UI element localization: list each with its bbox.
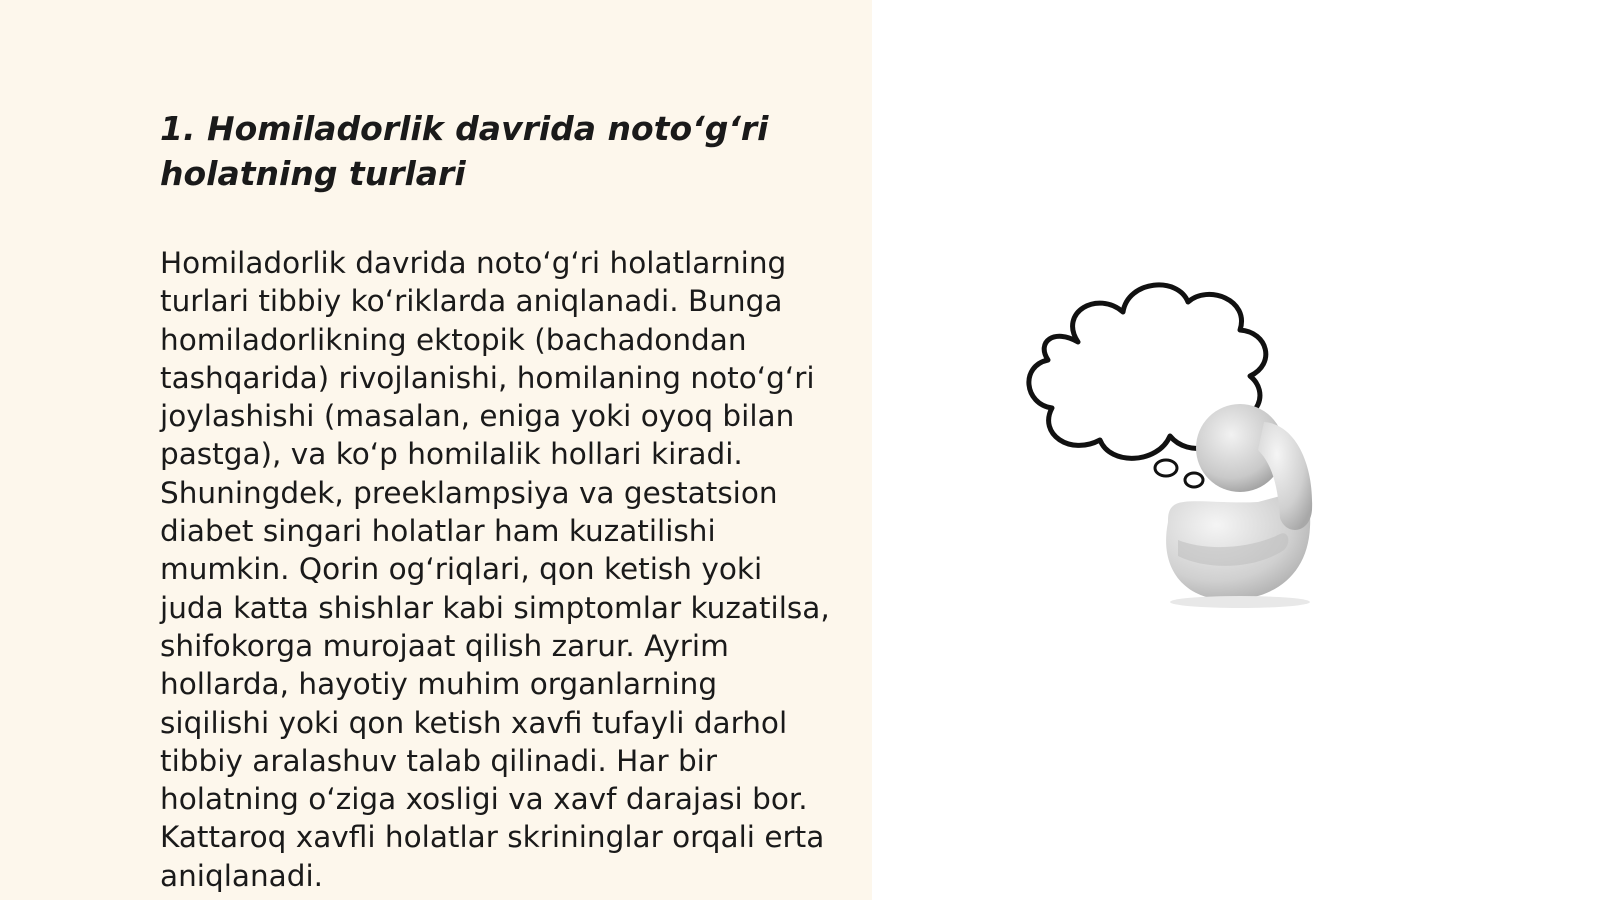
slide-body-text: Homiladorlik davrida noto‘g‘ri holatlarning turlari tibbiy ko‘riklarda aniqlanadi. Bunga homiladorlikning ektopik (bachadondan tashqarida) rivojlanishi, homilaning noto‘g‘ri joylashishi (masalan, eniga yoki oyoq bilan pastga), va ko‘p homilalik hollari kiradi. Shuningdek, preeklampsiya va gestatsion diabet singari holatlar ham kuzatilishi mumkin. Qorin og‘riqlari, qon ketish yoki juda katta shishlar kabi simptomlar kuzatilsa, shifokorga murojaat qilish zarur. Ayrim hollarda, hayotiy muhim organlarning siqilishi yoki qon ketish xavfi tufayli darhol tibbiy aralashuv talab qilinadi. Har bir holatning o‘ziga xosligi va xavf darajasi bor. Kattaroq xavfli holatlar skrininglar orqali erta aniqlanadi. — [160, 246, 830, 893]
thinking-person-icon — [1018, 272, 1358, 622]
slide-title: 1. Homiladorlik davrida noto‘g‘ri holatning turlari — [160, 109, 769, 193]
